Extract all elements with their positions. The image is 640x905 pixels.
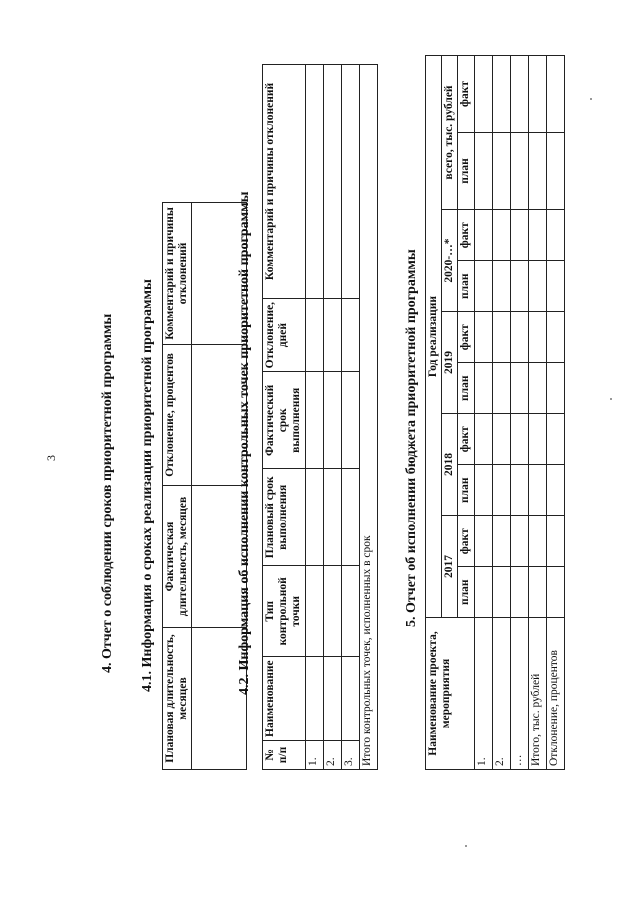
table-cell <box>546 210 564 261</box>
table-cell <box>474 210 492 261</box>
header-year: 2017 <box>442 516 458 618</box>
header-plan: план <box>458 133 474 210</box>
table-cell <box>546 133 564 210</box>
table-cell <box>474 465 492 516</box>
row-number: … <box>510 618 528 770</box>
table-cell <box>528 133 546 210</box>
table-cell <box>492 56 510 133</box>
table-cell <box>341 65 359 299</box>
total-row-label: Итого, тыс. рублей <box>528 618 546 770</box>
table-cell <box>528 210 546 261</box>
table-cell <box>341 372 359 469</box>
page-number: 3 <box>44 455 58 461</box>
table-cell <box>546 261 564 312</box>
header-plan: план <box>458 261 474 312</box>
row-number: 2. <box>323 741 341 770</box>
table-cell <box>510 516 528 567</box>
table-cell <box>341 469 359 566</box>
header-comment: Комментарий и причины отклонений <box>263 65 306 299</box>
table-cell <box>546 414 564 465</box>
scan-speck <box>610 398 612 400</box>
table-cell <box>323 469 341 566</box>
header-number: № п/п <box>263 741 306 770</box>
header-deviation-days: Отклонение, дней <box>263 298 306 371</box>
table-cell <box>546 56 564 133</box>
table-cell <box>492 567 510 618</box>
table-cell <box>492 261 510 312</box>
table-cell <box>528 56 546 133</box>
header-planned-date: Плановый срок выполнения <box>263 469 306 566</box>
table-cell <box>305 657 323 741</box>
section-4-2-title: 4.2. Информация об исполнении контрольных точек приоритетной программы <box>237 191 252 695</box>
table-cell <box>528 261 546 312</box>
table-5 <box>425 55 565 770</box>
table-cell <box>510 261 528 312</box>
header-name: Наименование <box>263 657 306 741</box>
table-cell <box>474 363 492 414</box>
table-cell <box>510 363 528 414</box>
table-cell <box>492 312 510 363</box>
table-cell <box>510 210 528 261</box>
table-cell <box>323 566 341 657</box>
table-cell <box>474 261 492 312</box>
table-cell <box>323 372 341 469</box>
table-4-1 <box>162 202 247 770</box>
row-number: 1. <box>474 618 492 770</box>
table-cell <box>305 469 323 566</box>
header-fact: факт <box>458 414 474 465</box>
table-cell <box>546 363 564 414</box>
table-cell <box>305 65 323 299</box>
header-fact: факт <box>458 56 474 133</box>
table-cell <box>528 312 546 363</box>
table-cell <box>474 567 492 618</box>
table-cell <box>492 465 510 516</box>
scan-speck <box>590 98 592 100</box>
table-cell <box>474 133 492 210</box>
total-row: Итого контрольных точек, исполненных в срок <box>359 65 377 770</box>
header-year-group: Год реализации <box>426 56 442 618</box>
header-plan: план <box>458 465 474 516</box>
table-cell <box>474 312 492 363</box>
table-cell <box>492 516 510 567</box>
table-cell <box>510 567 528 618</box>
table-cell <box>546 465 564 516</box>
header-fact: факт <box>458 312 474 363</box>
table-cell <box>528 465 546 516</box>
header-planned-duration: Плановая длительность, месяцев <box>163 628 192 770</box>
table-cell <box>510 133 528 210</box>
table-cell <box>305 298 323 371</box>
header-year: 2020-…* <box>442 210 458 312</box>
table-cell <box>474 56 492 133</box>
table-cell <box>528 414 546 465</box>
header-plan: план <box>458 363 474 414</box>
table-cell <box>510 312 528 363</box>
table-cell <box>323 298 341 371</box>
table-cell <box>323 65 341 299</box>
table-4-2 <box>262 64 378 770</box>
table-cell <box>492 414 510 465</box>
header-project: Наименование проекта, мероприятия <box>426 618 475 770</box>
section-4-title: 4. Отчет о соблюдении сроков приоритетной программы <box>100 313 115 673</box>
table-cell <box>305 566 323 657</box>
table-cell <box>341 566 359 657</box>
table-cell <box>474 414 492 465</box>
section-5-title: 5. Отчет об исполнении бюджета приоритетной программы <box>404 249 419 627</box>
table-cell <box>510 56 528 133</box>
row-number: 1. <box>305 741 323 770</box>
header-plan: план <box>458 567 474 618</box>
header-deviation: Отклонение, процентов <box>163 344 192 485</box>
table-cell <box>528 516 546 567</box>
table-cell <box>341 298 359 371</box>
deviation-row-label: Отклонение, процентов <box>546 618 564 770</box>
header-actual-date: Фактический срок выполнения <box>263 372 306 469</box>
row-number: 3. <box>341 741 359 770</box>
table-cell <box>305 372 323 469</box>
table-cell <box>546 567 564 618</box>
table-cell <box>546 312 564 363</box>
header-comment: Комментарий и причины отклонений <box>163 203 192 345</box>
table-cell <box>528 363 546 414</box>
table-cell <box>492 133 510 210</box>
table-cell <box>528 567 546 618</box>
header-year: 2019 <box>442 312 458 414</box>
table-cell <box>323 657 341 741</box>
section-4-1-title: 4.1. Информация о сроках реализации приоритетной программы <box>140 279 155 692</box>
table-cell <box>474 516 492 567</box>
table-cell <box>510 414 528 465</box>
table-cell <box>492 210 510 261</box>
table-cell <box>492 363 510 414</box>
table-cell <box>510 465 528 516</box>
header-fact: факт <box>458 210 474 261</box>
table-cell <box>341 657 359 741</box>
header-point-type: Тип контрольной точки <box>263 566 306 657</box>
scan-speck <box>465 845 467 847</box>
header-fact: факт <box>458 516 474 567</box>
table-cell <box>546 516 564 567</box>
row-number: 2. <box>492 618 510 770</box>
header-actual-duration: Фактическая длительность, месяцев <box>163 486 192 628</box>
header-total: всего, тыс. рублей <box>442 56 458 210</box>
header-year: 2018 <box>442 414 458 516</box>
